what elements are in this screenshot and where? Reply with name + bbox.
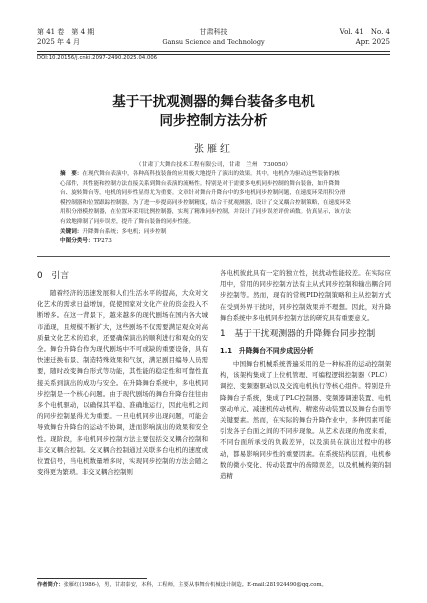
abstract-line: 摘 要：在现代舞台表演中，各种高科技装备的应用极大地提升了演出的效果。其中，电机作为驱动这些装备的核 [60, 171, 340, 177]
abstract-line: 台、旋转舞台等，电机的同步性显得尤为重要。文章针对舞台升降台中的多电机同步控制问题，在速度环采用积分滑 [60, 190, 346, 197]
keywords-value: 升降舞台系统；多电机；同步控制 [82, 228, 167, 235]
doi[interactable]: DOI:10.20156/j.cnki.2097-2490.2025.04.006 [37, 55, 158, 61]
abstract-block [60, 170, 366, 247]
volume-issue-cn: 第 41 卷 第 4 期 [37, 28, 95, 36]
section-heading-1: 1 基于干扰观测器的升降舞台同步控制 [220, 329, 376, 340]
header-right [340, 27, 390, 47]
body-paragraph: 中国舞台机械系统普遍采用的是一种标准的运动控制架构，该架构集成了上位机管理、可编程逻辑控制器（PLC）调控、变频器驱动以及交流电机执行等核心组件。特别是升降舞台子系统，集成了PLC控制器、变频器调速装置、电机驱动单元、减速机传动机构、精密传动装置以及舞台台面等关键要素。然而，在实际的舞台升降作业中，多种因素可能引发各子台面之间的不同步现象。从艺术表现的角度来看，不同台面所承受的负载差异，以及演员在演出过程中的移动，都易影响同步性的重要因素。在系统结构层面，电机参数的微小变化、传动装置中的齿隙误差，以及机械构架的制造精 [220, 360, 391, 481]
abstract-line: 有效地抑制了同步误差，提升了舞台装备的同步性能。 [60, 218, 195, 225]
clc-value: TP273 [93, 238, 112, 245]
footnote-divider [37, 578, 147, 579]
subsection-heading-1-1: 1.1 升降舞台不同步成因分析 [220, 347, 314, 356]
date-cn: 2025 年 4 月 [37, 38, 80, 46]
author-name: 张雁红 [194, 144, 233, 155]
journal-name-en: Gansu Science and Technology [162, 38, 265, 46]
abstract-line: 用积分滑模控制器，在位置环采用比例控制器，实现了精准同步控制，并设计了同步误差评价函数。仿真显示，该方法 [60, 209, 351, 216]
keywords [60, 228, 366, 238]
abstract-divider [37, 256, 390, 257]
section-heading-intro: 0 引言 [37, 271, 69, 281]
title-line-1: 基于干扰观测器的舞台装备多电机 [112, 94, 315, 110]
body-column-left [37, 268, 208, 478]
article-title [0, 93, 427, 131]
keywords-label: 关键词： [60, 228, 83, 235]
author-footnote [37, 581, 390, 589]
abstract-line: 模控制器和位置跟踪控制器，为了进一步提高同步控制精度，结合干扰观测器，设计了交叉耦合控制策略，在速度环采 [60, 199, 351, 206]
body-column-right [220, 268, 391, 482]
affiliation: （甘肃丁大舞台技术工程有限公司，甘肃 兰州 730050） [135, 162, 292, 168]
body-paragraph: 随着经济的迅速发展和人们生活水平的提高，大众对文化艺术的需求日益增加，促使国家对文化产业的资金投入不断增多。在这一背景下，越来越多的现代剧场在国内各大城市涌现，且规模不断扩大，这些剧场不仅需要满足观众对高质量文化艺术的追求，还要确保演出的顺利进行和观众的安全。舞台升降台作为现代剧场中不可或缺的重要设备，具有快速迁换布景、制造特殊效果和气氛，满足剧目编导人员需要，随时改变舞台形式等功能，其性能的稳定性和可靠性直接关系到演出的成功与安全。在升降舞台系统中，多电机同步控制是一个核心问题。由于现代剧场的舞台升降台往往由多个电机驱动，以确保其平稳、准确地运行，因此电机之间的同步控制显得尤为重要。一旦电机同步出现问题，可能会导致舞台升降台的运动不协调，进而影响演出的效果和安全性。现阶段，多电机同步控制方法主要包括交叉耦合控制和非交叉耦合控制。交叉耦合控制通过关联多台电机的速度或位置信号，当电机数量增多时，实现同步控制的方法会随之变得更为繁琐。非交叉耦合控制则 [37, 289, 208, 477]
classification-number [60, 237, 366, 247]
journal-name-cn: 甘肃科技 [199, 28, 228, 36]
body-paragraph: 各电机彼此具有一定的独立性，抗扰动性能较差。在实际应用中，常用的同步控制方法有主从式同步控制和输出耦合同步控制等。然而，现有的常规PID控制策略和主从控制方式在受到外界干扰时，同步控制效果并不理想。因此，对升降舞台系统中多电机同步控制方法的研究具有重要意义。 [220, 269, 391, 322]
date-en: Apr. 2025 [355, 38, 390, 46]
abstract-label: 摘 要： [60, 171, 83, 177]
footnote-text: 张雁红(1986-)，男，甘肃泰安，本科，工程师，主要从事舞台机械设计制造。E-mail:281924490@qq.com。 [63, 582, 327, 588]
volume-issue-en: Vol. 41 No. 4 [339, 28, 390, 36]
footnote-label: 作者简介： [37, 582, 64, 588]
clc-label: 中图分类号： [60, 238, 94, 245]
running-header [0, 0, 427, 54]
title-line-2: 同步控制方法分析 [159, 113, 268, 129]
abstract-line: 心部件，其性能和控制方法直接关系到舞台表演的流畅性。特别是对于需要多电机同步控制的舞台装备，如升降舞 [60, 180, 340, 187]
